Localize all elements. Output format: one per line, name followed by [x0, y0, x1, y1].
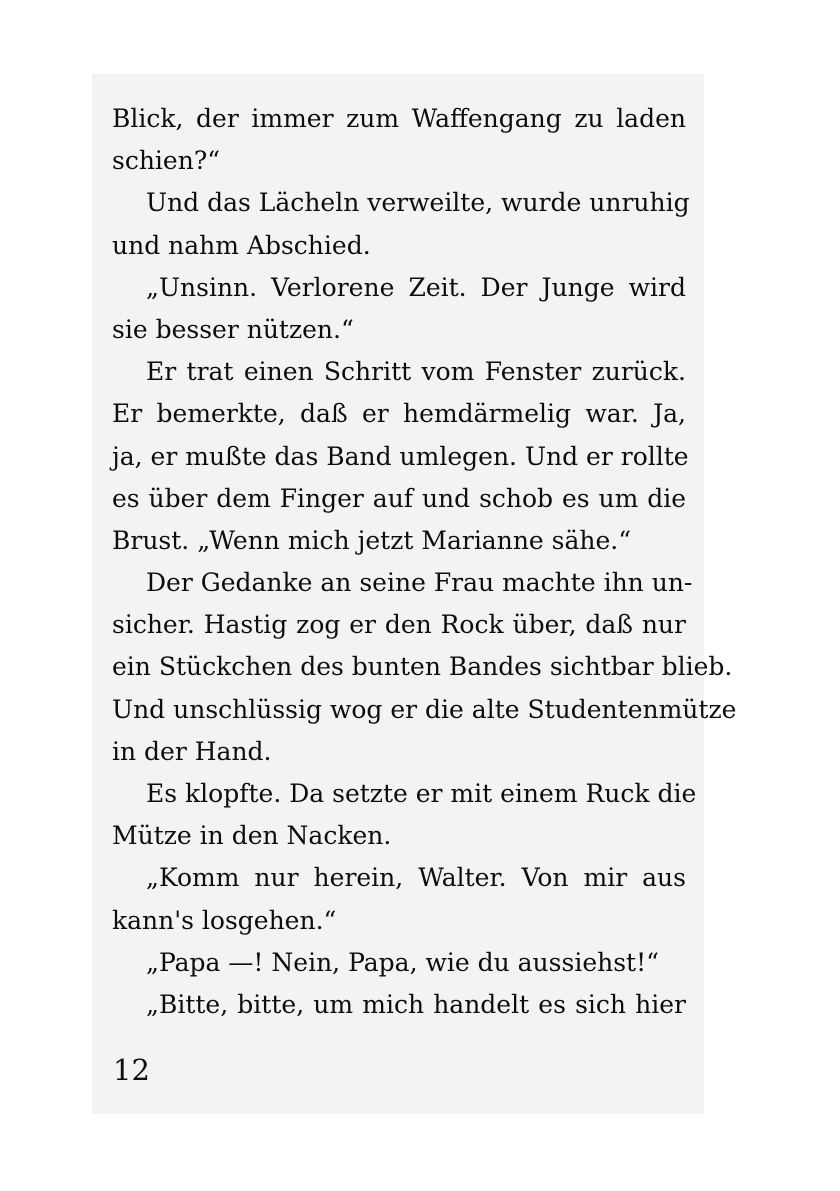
text-line: Blick, der immer zum Waffengang zu laden: [112, 104, 686, 133]
text-line: Er trat einen Schritt vom Fenster zurück.: [146, 357, 686, 387]
text-line: Es klopfte. Da setzte er mit einem Ruck die: [146, 779, 697, 808]
text-line: kann's losgehen.“: [112, 905, 337, 935]
text-line: Und das Lächeln verweilte, wurde unruhig: [146, 188, 690, 218]
text-line: Der Gedanke an seine Frau machte ihn un-: [146, 568, 693, 598]
text-line: es über dem Finger auf und schob es um die: [112, 483, 686, 513]
text-line: „Unsinn. Verlorene Zeit. Der Junge wird: [146, 272, 686, 302]
text-line: ein Stückchen des bunten Bandes sichtbar blieb.: [112, 652, 733, 682]
text-line: in der Hand.: [112, 736, 272, 766]
text-line: sicher. Hastig zog er den Rock über, daß nur: [112, 610, 686, 640]
text-line: Er bemerkte, daß er hemdärmelig war. Ja,: [112, 399, 686, 429]
text-line: schien?“: [112, 146, 221, 176]
text-line: Und unschlüssig wog er die alte Studentenmütze: [112, 694, 737, 724]
text-line: Brust. „Wenn mich jetzt Marianne sähe.“: [112, 525, 632, 555]
text-line: ja, er mußte das Band umlegen. Und er rollte: [112, 441, 689, 471]
text-line: „Komm nur herein, Walter. Von mir aus: [146, 863, 686, 893]
text-line: „Bitte, bitte, um mich handelt es sich hier: [146, 989, 686, 1019]
text-line: und nahm Abschied.: [112, 230, 371, 260]
text-line: „Papa —! Nein, Papa, wie du aussiehst!“: [146, 947, 659, 977]
text-line: sie besser nützen.“: [112, 314, 354, 344]
text-line: Mütze in den Nacken.: [112, 821, 392, 851]
page-number: 12: [113, 1053, 150, 1087]
body-text: [112, 98, 737, 1026]
